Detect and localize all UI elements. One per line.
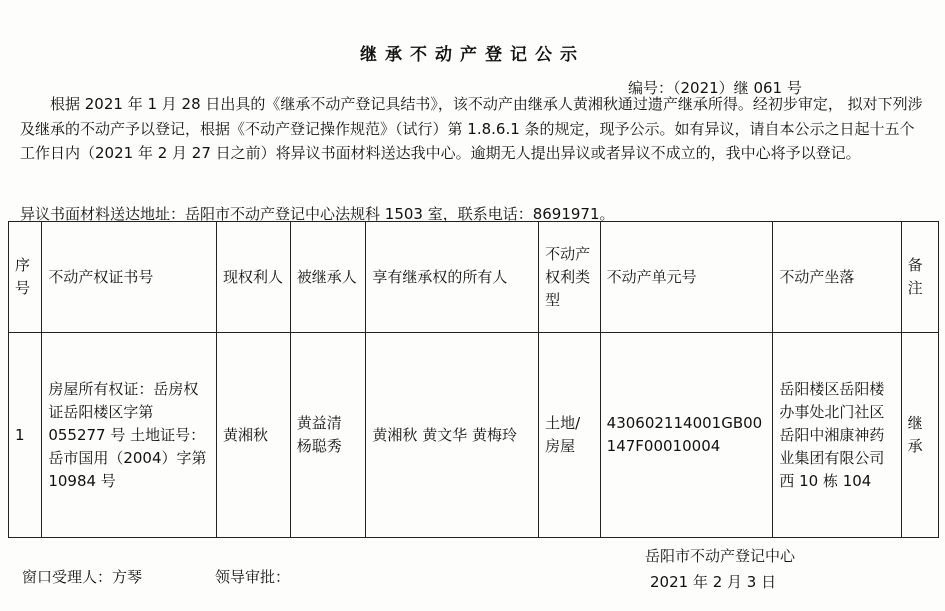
cell-cert: 房屋所有权证：岳房权证岳阳楼区字第 055277 号 土地证号：岳市国用（2004）字第 10984 号 — [42, 333, 217, 538]
issuing-center: 岳阳市不动产登记中心 — [645, 547, 796, 565]
cell-heirs: 黄湘秋 黄文华 黄梅玲 — [366, 333, 539, 538]
issue-date: 2021 年 2 月 3 日 — [650, 573, 777, 591]
header-unit: 不动产单元号 — [600, 222, 773, 333]
registration-table — [8, 221, 939, 538]
header-seq: 序号 — [9, 222, 42, 333]
header-cert: 不动产权证书号 — [42, 222, 217, 333]
header-location: 不动产坐落 — [773, 222, 901, 333]
notice-title: 继承不动产登记公示 — [360, 45, 585, 65]
header-holder: 现权利人 — [217, 222, 291, 333]
cell-decedent: 黄益清 杨聪秀 — [290, 333, 366, 538]
cell-note: 继承 — [901, 333, 938, 538]
cell-location: 岳阳楼区岳阳楼办事处北门社区岳阳中湘康神药业集团有限公司西 10 栋 104 — [773, 333, 901, 538]
table-row — [9, 333, 939, 538]
objection-address: 异议书面材料送达地址：岳阳市不动产登记中心法规科 1503 室，联系电话：8691971。 — [20, 205, 615, 223]
cell-unit: 430602114001GB00147F00010004 — [600, 333, 773, 538]
table-header-row — [9, 222, 939, 333]
window-clerk: 窗口受理人：方琴 — [22, 568, 143, 586]
cell-holder: 黄湘秋 — [217, 333, 291, 538]
header-type: 不动产权利类型 — [539, 222, 601, 333]
cell-type: 土地/房屋 — [539, 333, 601, 538]
cell-seq: 1 — [9, 333, 42, 538]
header-heirs: 享有继承权的所有人 — [366, 222, 539, 333]
header-decedent: 被继承人 — [290, 222, 366, 333]
notice-body-paragraph: 根据 2021 年 1 月 28 日出具的《继承不动产登记具结书》，该不动产由继承人黄湘秋通过遗产继承所得。经初步审定， 拟对下列涉及继承的不动产予以登记，根据《不动产登记操作规范》（试行）第 1.8.6.1 条的规定，现予公示。如有异议，请自本公示之日起十五个工作日内（2021 年 2 月 27 日之前）将异议书面材料送达我中心。逾期无人提出异议或者异议不成立的，我中心将予以登记。 — [20, 95, 923, 162]
leader-review: 领导审批： — [215, 568, 291, 586]
header-note: 备注 — [901, 222, 938, 333]
document-number: 编号：（2021）继 061 号 — [628, 79, 802, 97]
